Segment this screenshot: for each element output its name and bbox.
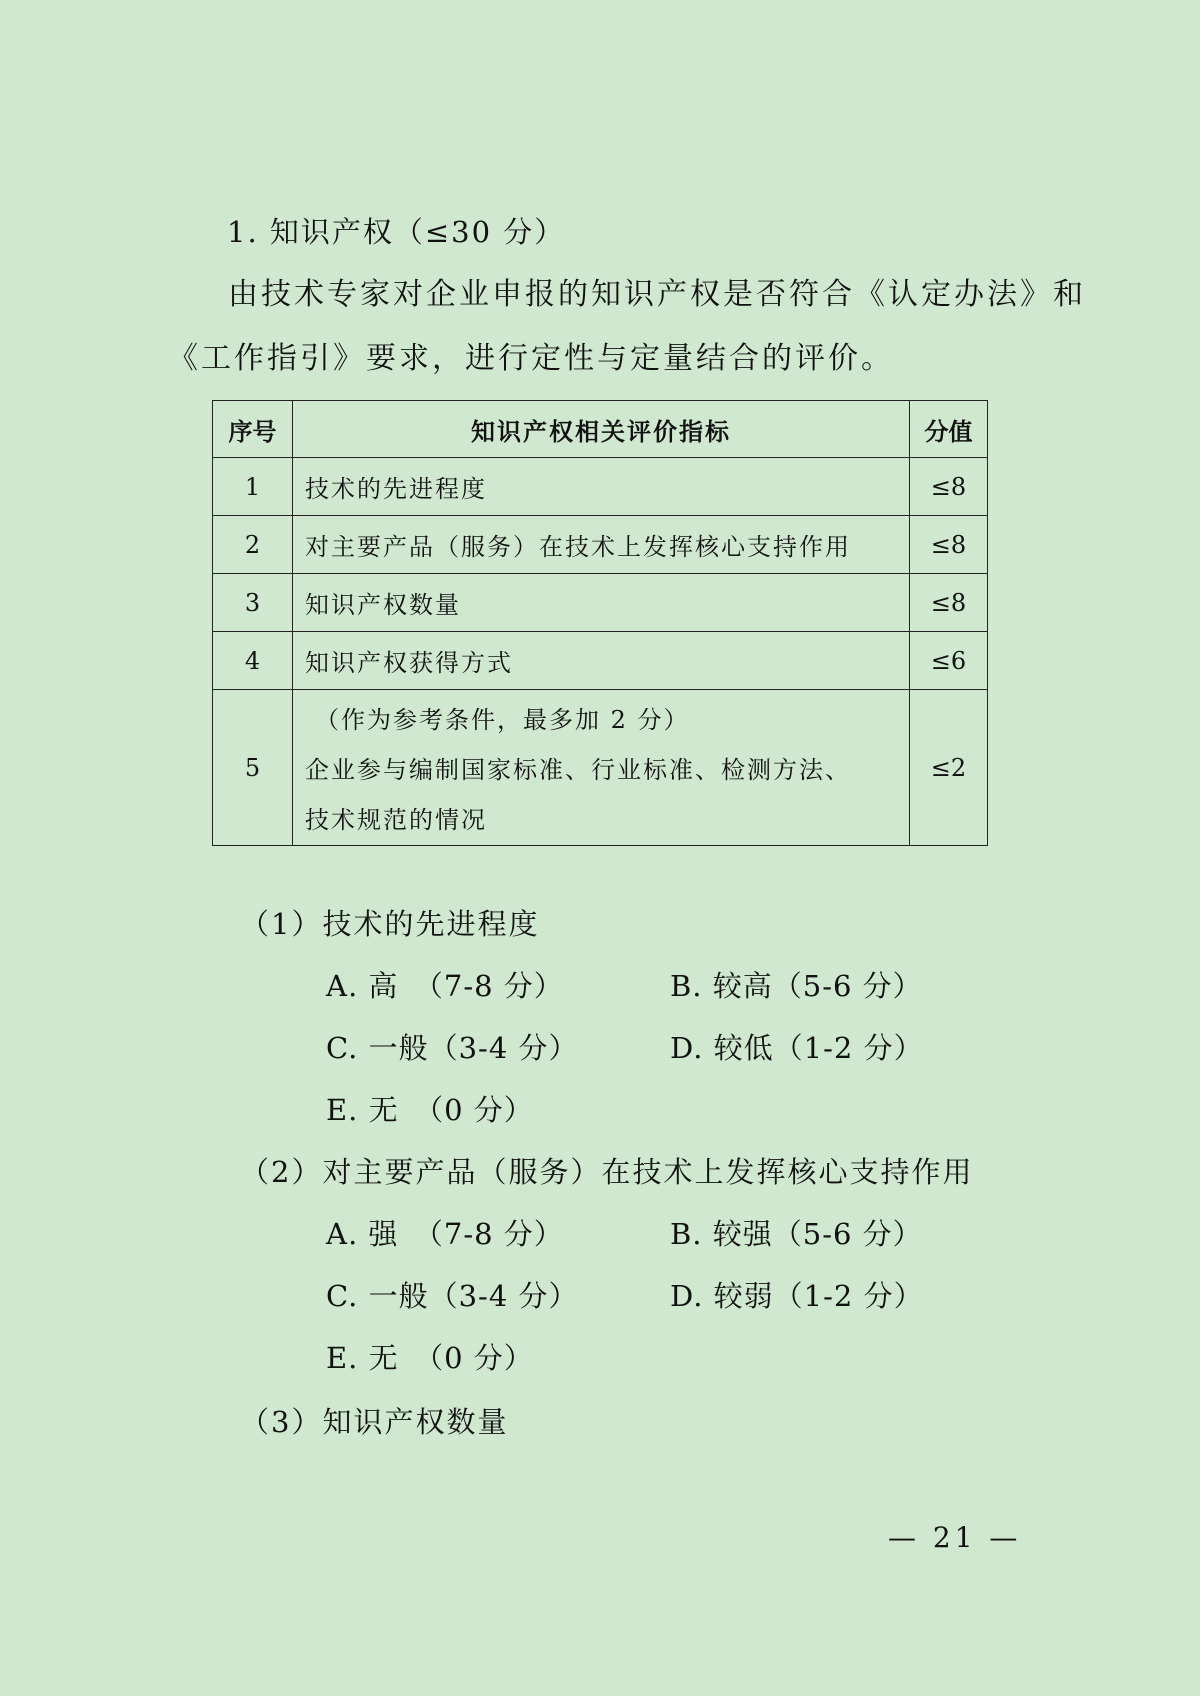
table-row xyxy=(213,689,987,845)
row-seq: 3 xyxy=(213,574,293,631)
option-item: D. 较弱（1-2 分） xyxy=(670,1279,924,1313)
header-score: 分值 xyxy=(924,417,973,446)
table-row xyxy=(213,515,987,573)
row-score: ≤6 xyxy=(930,646,967,675)
option-item: E. 无 （0 分） xyxy=(326,1093,534,1127)
intro-paragraph-line-2: 《工作指引》要求，进行定性与定量结合的评价。 xyxy=(168,341,894,376)
option-item: B. 较高（5-6 分） xyxy=(670,969,923,1003)
table-row xyxy=(213,573,987,631)
row-score: ≤8 xyxy=(930,588,967,617)
option-item: A. 强 （7-8 分） xyxy=(326,1217,564,1251)
row-item: 技术的先进程度 xyxy=(293,458,910,515)
row-seq: 4 xyxy=(213,632,293,689)
row-item-line: 技术规范的情况 xyxy=(305,806,487,834)
option-item: C. 一般（3-4 分） xyxy=(326,1279,579,1313)
subsection-title: （3）知识产权数量 xyxy=(240,1405,509,1439)
table-row xyxy=(213,457,987,515)
evaluation-table xyxy=(212,400,988,846)
header-seq: 序号 xyxy=(213,401,293,457)
page-number: — 21 — xyxy=(888,1521,1022,1554)
row-item-line: 企业参与编制国家标准、行业标准、检测方法、 xyxy=(305,756,851,784)
subsection-title: （1）技术的先进程度 xyxy=(240,907,540,941)
subsection-title: （2）对主要产品（服务）在技术上发挥核心支持作用 xyxy=(240,1155,974,1189)
row-seq: 5 xyxy=(213,690,293,845)
option-item: C. 一般（3-4 分） xyxy=(326,1031,579,1065)
row-score: ≤2 xyxy=(930,753,967,782)
intro-paragraph-line-1: 由技术专家对企业申报的知识产权是否符合《认定办法》和 xyxy=(228,277,1086,312)
row-item-multiline xyxy=(293,690,910,845)
row-item: 对主要产品（服务）在技术上发挥核心支持作用 xyxy=(293,516,910,573)
row-score: ≤8 xyxy=(930,472,967,501)
row-item-note: （作为参考条件，最多加 2 分） xyxy=(315,706,690,734)
row-item: 知识产权获得方式 xyxy=(293,632,910,689)
option-item: A. 高 （7-8 分） xyxy=(326,969,564,1003)
option-item: B. 较强（5-6 分） xyxy=(670,1217,923,1251)
table-header-row xyxy=(213,401,987,457)
section-heading: 1. 知识产权（≤30 分） xyxy=(227,215,566,249)
header-item: 知识产权相关评价指标 xyxy=(293,401,910,457)
row-score: ≤8 xyxy=(930,530,967,559)
table-row xyxy=(213,631,987,689)
row-seq: 2 xyxy=(213,516,293,573)
option-item: E. 无 （0 分） xyxy=(326,1341,534,1375)
row-seq: 1 xyxy=(213,458,293,515)
option-item: D. 较低（1-2 分） xyxy=(670,1031,924,1065)
row-item: 知识产权数量 xyxy=(293,574,910,631)
